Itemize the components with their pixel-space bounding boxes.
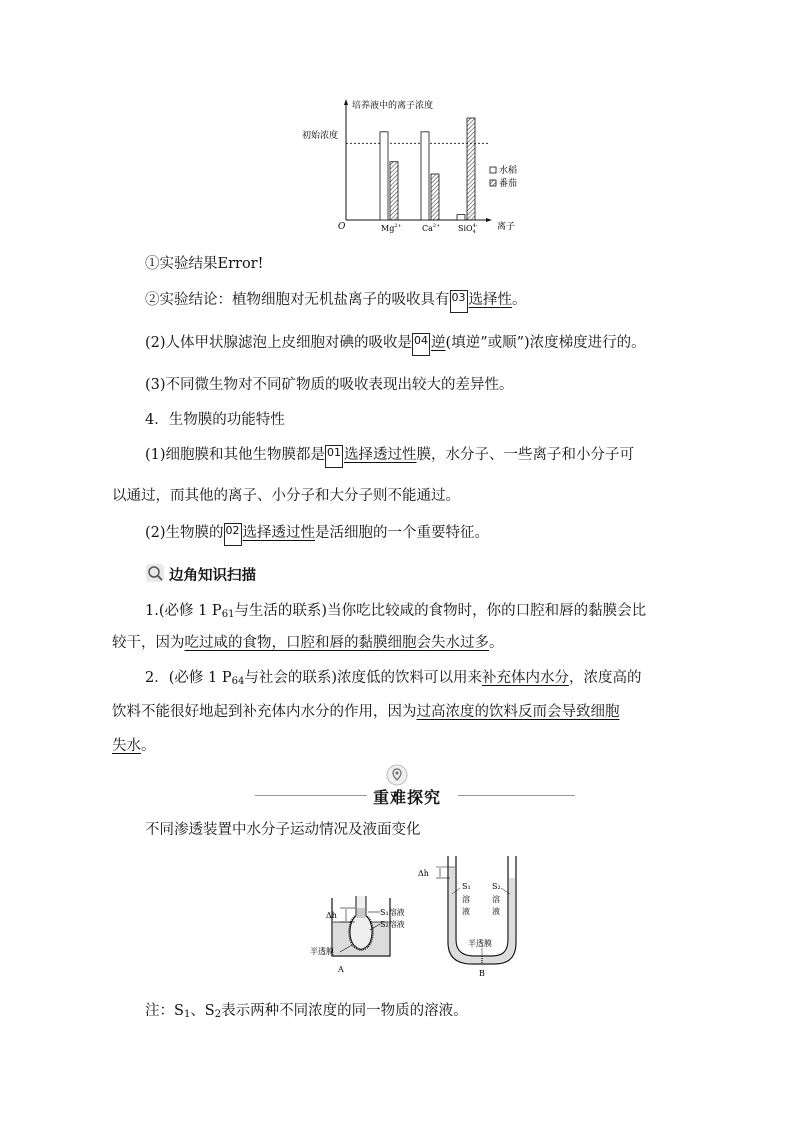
origin-label: O (338, 222, 346, 232)
tick-label-ca: $Ca^{2+}$ (422, 223, 441, 233)
bar-tomato-sio (467, 118, 475, 220)
corner-knowledge-title: 边角知识扫描 (169, 568, 256, 584)
paragraph-membrane-1: (1)细胞膜和其他生物膜都是 01 选择透过性膜，水分子、一些离子和小分子可 (145, 445, 634, 468)
legend-label-rice: 水稻 (499, 166, 518, 176)
answer-selective-permeability-1: 选择透过性 (344, 447, 417, 463)
fig-a-delta-h: Δh (326, 911, 337, 920)
experiment-result: ①实验结果Error! (145, 256, 264, 272)
explore-intro: 不同渗透装置中水分子运动情况及液面变化 (145, 822, 421, 838)
fig-b-s2-b: 溶 (492, 895, 500, 904)
answer-selective-permeability-2: 选择透过性 (242, 525, 316, 541)
bar-tomato-ca (431, 174, 439, 220)
paragraph-thyroid: (2)人体甲状腺滤泡上皮细胞对碘的吸收是 04 逆(填逆”或顺”)浓度梯度进行的。 (145, 333, 646, 356)
corner-item-1-line2: 较干，因为吃过咸的食物，口腔和唇的黏膜细胞会失水过多。 (112, 635, 504, 651)
corner-item-2-line3: 失水。 (112, 738, 156, 754)
legend-swatch-rice (490, 167, 496, 173)
blank-number-02: 02 (224, 523, 242, 546)
reference-line-label: 初始浓度 (302, 131, 339, 141)
blank-number-03: 03 (450, 290, 468, 313)
figure-b (418, 856, 516, 978)
fig-a-label: A (338, 965, 344, 974)
answer-against: 逆 (431, 335, 446, 351)
fig-b-membrane-label: 半透膜 (468, 939, 492, 948)
chart-title: 培养液中的离子浓度 (352, 101, 434, 111)
figure-note: 注：$S_1$、$S_2$表示两种不同浓度的同一物质的溶液。 (145, 1003, 468, 1020)
paragraph-membrane-1-line2: 以通过，而其他的离子、小分子和大分子则不能通过。 (112, 488, 460, 504)
fig-b-s2-c: 液 (492, 907, 500, 916)
blank-number-01: 01 (325, 445, 343, 468)
fig-b-s1-c: 液 (462, 907, 470, 916)
paragraph-microbes: (3)不同微生物对不同矿物质的吸收表现出较大的差异性。 (145, 377, 514, 393)
bar-rice-ca (421, 132, 429, 220)
heading-membrane-properties: 4．生物膜的功能特性 (145, 412, 285, 428)
answer-selectivity: 选择性 (468, 292, 512, 308)
divider-right (458, 795, 575, 796)
bar-tomato-mg (390, 162, 398, 220)
corner-item-2: 2．(必修 1 $P_{64}$与社会的联系)浓度低的饮料可以用来补充体内水分，浓度高的 (145, 670, 642, 687)
fig-a-s2-label: S₂溶液 (380, 920, 405, 929)
osmosis-figures (300, 852, 530, 982)
section-divider (0, 762, 794, 812)
fig-a-s1-label: S₁溶液 (380, 908, 405, 917)
fig-b-label: B (479, 969, 485, 978)
x-axis-label: 离子 (497, 222, 516, 232)
tick-label-mg: $Mg^{2+}$ (381, 223, 402, 233)
bar-rice-mg (380, 132, 388, 220)
ion-concentration-chart (290, 95, 540, 240)
bar-rice-sio (457, 215, 465, 220)
blank-number-04: 04 (412, 333, 430, 356)
corner-item-2-line2: 饮料不能很好地起到补充体内水分的作用，因为过高浓度的饮料反而会导致细胞 (112, 704, 620, 720)
figure-a (310, 896, 405, 974)
fig-b-delta-h: Δh (418, 869, 429, 878)
paragraph-membrane-2: (2)生物膜的 02 选择透过性是活细胞的一个重要特征。 (145, 523, 489, 546)
magnifier-icon (145, 563, 165, 583)
legend-swatch-tomato (490, 180, 496, 186)
tick-label-sio: SiO$_4$4- (458, 223, 478, 235)
explore-heading: 重难探究 (373, 788, 442, 807)
experiment-conclusion: ②实验结论：植物细胞对无机盐离子的吸收具有 03 选择性。 (145, 290, 527, 313)
fig-b-s1-b: 溶 (462, 895, 470, 904)
location-pin-icon (386, 764, 408, 786)
fig-b-s2-a: S₂ (492, 882, 501, 891)
legend-label-tomato: 番茄 (499, 179, 518, 189)
fig-a-membrane-label: 半透膜 (310, 947, 334, 956)
divider-left (255, 795, 367, 796)
fig-b-s1-a: S₁ (462, 882, 471, 891)
corner-item-1: 1.(必修 1 $P_{61}$与生活的联系)当你吃比较咸的食物时，你的口腔和唇的黏膜会比 (145, 603, 647, 620)
